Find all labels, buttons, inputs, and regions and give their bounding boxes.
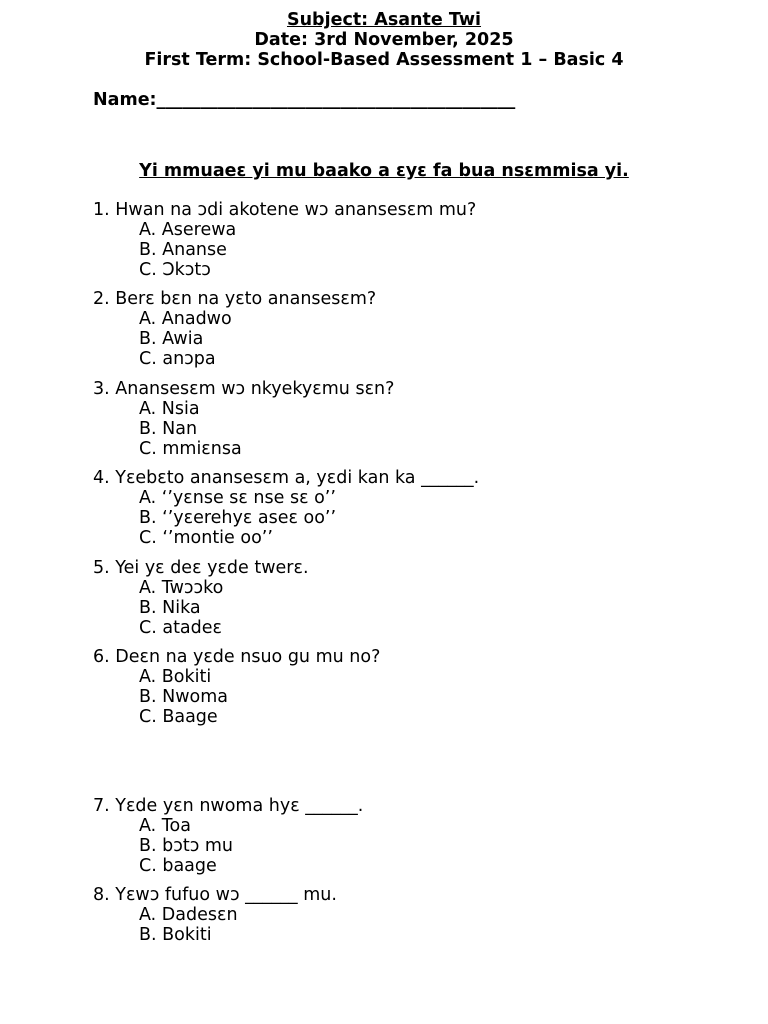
document-header xyxy=(0,10,768,70)
question-8 xyxy=(93,885,337,945)
option-c: C. anɔpa xyxy=(139,349,216,369)
instruction-heading: Yi mmuaeɛ yi mu baako a ɛyɛ fa bua nsɛmmisa yi. xyxy=(139,161,629,181)
question-7 xyxy=(93,796,363,876)
option-c: C. atadeɛ xyxy=(139,618,222,638)
option-a: A. Aserewa xyxy=(139,220,237,240)
option-c: C. ‘’montie oo’’ xyxy=(139,528,273,548)
date-line: Date: 3rd November, 2025 xyxy=(254,30,514,50)
option-b: B. Nan xyxy=(139,419,198,439)
option-b: B. Nwoma xyxy=(139,687,229,707)
option-b: B. Bokiti xyxy=(139,925,212,945)
question-stem: 2. Berɛ bɛn na yɛto anansesɛm? xyxy=(93,289,377,309)
question-stem: 1. Hwan na ɔdi akotene wɔ anansesɛm mu? xyxy=(93,200,477,220)
option-a: A. Anadwo xyxy=(139,309,232,329)
question-3 xyxy=(93,379,394,459)
option-a: A. Toa xyxy=(139,816,191,836)
option-a: A. Bokiti xyxy=(139,667,212,687)
question-2 xyxy=(93,289,376,369)
option-b: B. bɔtɔ mu xyxy=(139,836,234,856)
question-5 xyxy=(93,558,309,638)
question-stem: 3. Anansesɛm wɔ nkyekyɛmu sɛn? xyxy=(93,379,395,399)
option-c: C. baage xyxy=(139,856,217,876)
option-a: A. ‘’yɛnse sɛ nse sɛ o’’ xyxy=(139,488,336,508)
option-a: A. Nsia xyxy=(139,399,200,419)
subject-title: Subject: Asante Twi xyxy=(286,10,482,30)
term-line: First Term: School-Based Assessment 1 – Basic 4 xyxy=(144,50,624,70)
question-6 xyxy=(93,647,380,727)
question-stem: 4. Yɛebɛto anansesɛm a, yɛdi kan ka ______. xyxy=(93,468,480,488)
option-b: B. ‘’yɛerehyɛ aseɛ oo’’ xyxy=(139,508,337,528)
question-stem: 8. Yɛwɔ fufuo wɔ ______ mu. xyxy=(93,885,337,905)
option-b: B. Awia xyxy=(139,329,204,349)
question-stem: 6. Deɛn na yɛde nsuo gu mu no? xyxy=(93,647,381,667)
question-1 xyxy=(93,200,476,280)
question-stem: 5. Yei yɛ deɛ yɛde twerɛ. xyxy=(93,558,309,578)
option-b: B. Ananse xyxy=(139,240,227,260)
question-4 xyxy=(93,468,479,548)
option-a: A. Twɔɔko xyxy=(139,578,224,598)
option-c: C. mmiɛnsa xyxy=(139,439,242,459)
name-field: Name:_________________________________________ xyxy=(93,90,516,110)
option-b: B. Nika xyxy=(139,598,201,618)
option-c: C. Baage xyxy=(139,707,218,727)
question-stem: 7. Yɛde yɛn nwoma hyɛ ______. xyxy=(93,796,364,816)
option-a: A. Dadesɛn xyxy=(139,905,238,925)
option-c: C. Ɔkɔtɔ xyxy=(139,260,211,280)
